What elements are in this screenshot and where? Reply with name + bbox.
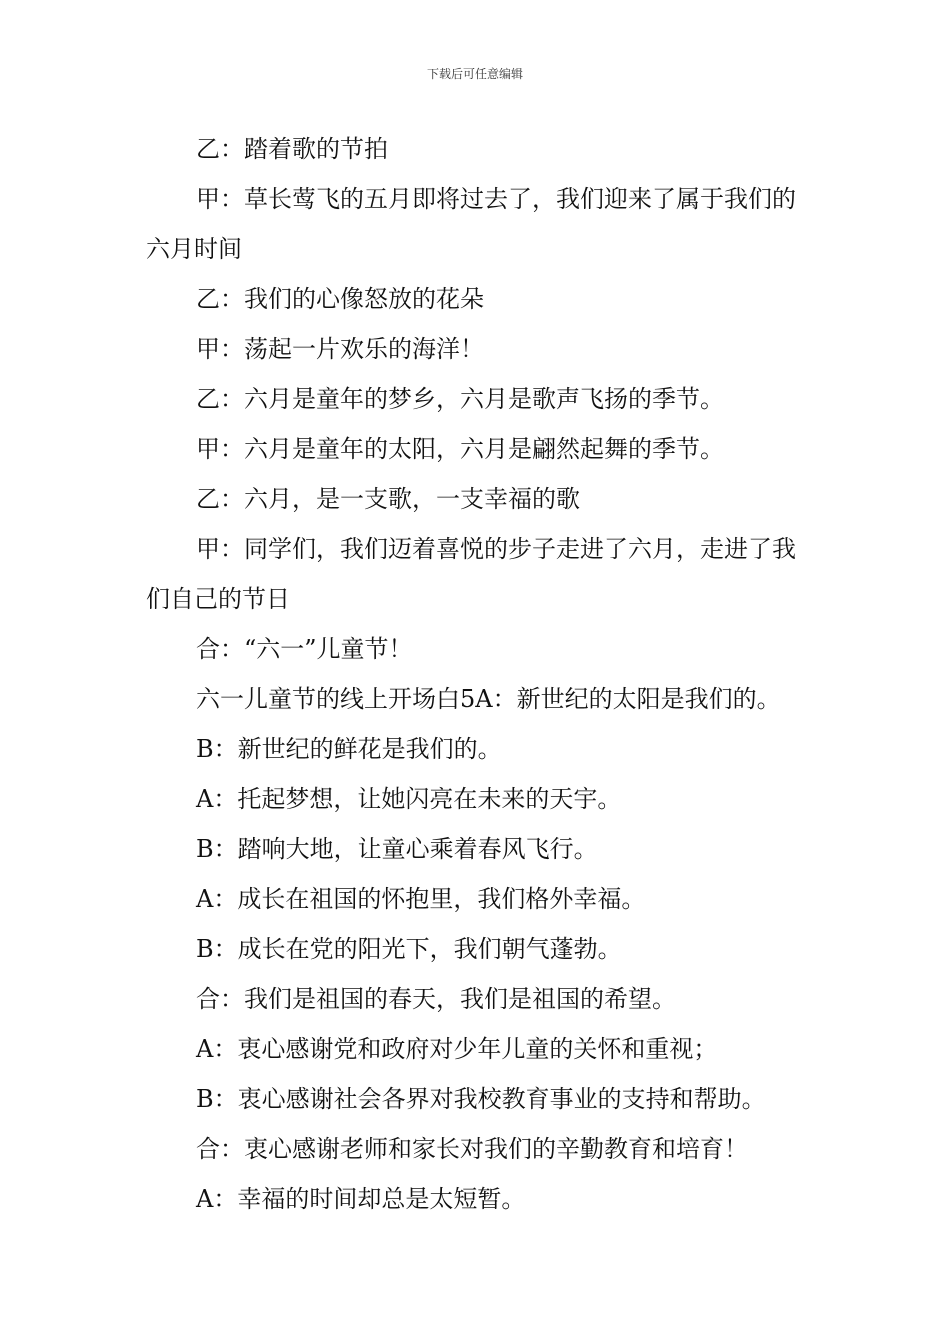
- paragraph: B：衷心感谢社会各界对我校教育事业的支持和帮助。: [196, 1085, 766, 1113]
- paragraph: 甲：荡起一片欢乐的海洋！: [196, 335, 484, 363]
- paragraph: B：新世纪的鲜花是我们的。: [196, 735, 502, 763]
- paragraph: A：成长在祖国的怀抱里，我们格外幸福。: [196, 885, 646, 913]
- page-header-note: 下载后可任意编辑: [426, 67, 523, 81]
- paragraph: 乙：踏着歌的节拍: [196, 135, 388, 163]
- paragraph: 乙：我们的心像怒放的花朵: [196, 285, 484, 313]
- paragraph: 合：“六一”儿童节！: [196, 635, 413, 663]
- paragraph: 甲：同学们，我们迈着喜悦的步子走进了六月，走进了我们自己的节日: [146, 535, 796, 613]
- paragraph: 甲：草长莺飞的五月即将过去了，我们迎来了属于我们的六月时间: [146, 185, 796, 263]
- paragraph: 乙：六月是童年的梦乡，六月是歌声飞扬的季节。: [196, 385, 724, 413]
- paragraph: A：托起梦想，让她闪亮在未来的天宇。: [196, 785, 622, 813]
- paragraph: A：幸福的时间却总是太短暂。: [196, 1185, 526, 1213]
- paragraph: A：衷心感谢党和政府对少年儿童的关怀和重视；: [196, 1035, 718, 1063]
- document-body: [146, 124, 810, 1224]
- paragraph: 合：我们是祖国的春天，我们是祖国的希望。: [196, 985, 676, 1013]
- paragraph: 六一儿童节的线上开场白5A：新世纪的太阳是我们的。: [196, 685, 781, 713]
- paragraph: 甲：六月是童年的太阳，六月是翩然起舞的季节。: [196, 435, 724, 463]
- paragraph: 乙：六月，是一支歌，一支幸福的歌: [196, 485, 580, 513]
- paragraph: B：踏响大地，让童心乘着春风飞行。: [196, 835, 598, 863]
- paragraph: 合：衷心感谢老师和家长对我们的辛勤教育和培育！: [196, 1135, 748, 1163]
- paragraph: B：成长在党的阳光下，我们朝气蓬勃。: [196, 935, 622, 963]
